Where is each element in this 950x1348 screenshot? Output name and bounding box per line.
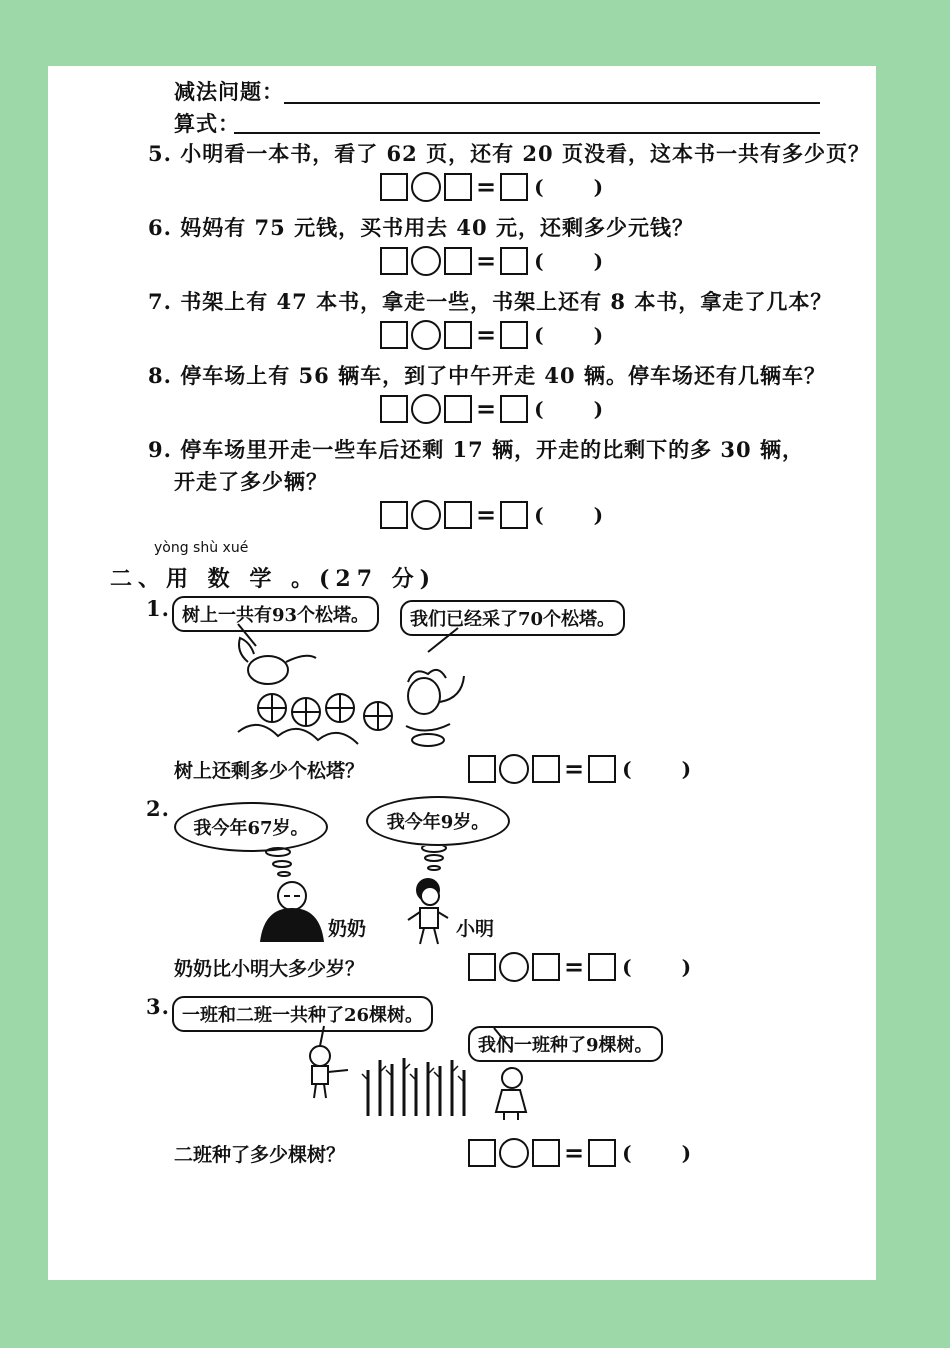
answer-box[interactable] [588, 1139, 616, 1167]
question-text: 停车场里开走一些车后还剩 17 辆，开走的比剩下的多 30 辆， [180, 437, 804, 462]
question-8 [148, 360, 826, 390]
operator-circle[interactable] [411, 394, 441, 424]
answer-box[interactable] [500, 247, 528, 275]
answer-box[interactable] [532, 953, 560, 981]
answer-box[interactable] [500, 321, 528, 349]
answer-box[interactable] [532, 755, 560, 783]
xiaoming-label: 小明 [456, 918, 495, 940]
thought-bubble: 我今年9岁。 [366, 796, 510, 846]
question-9-line2: 开走了多少辆？ [174, 469, 328, 494]
unit-paren[interactable]: ( ) [534, 175, 604, 199]
children-planting-trees-illustration [298, 1024, 548, 1124]
question-number: 5. [148, 141, 172, 166]
problem-3-question: 二班种了多少棵树？ [174, 1144, 346, 1166]
equals-sign: = [476, 500, 497, 529]
equals-sign: = [564, 754, 585, 783]
answer-box[interactable] [444, 173, 472, 201]
section-pinyin: yòng shù xué [154, 540, 249, 556]
speech-bubble: 一班和二班一共种了26棵树。 [172, 996, 433, 1032]
operator-circle[interactable] [499, 952, 529, 982]
answer-line[interactable] [234, 132, 820, 134]
equals-sign: = [476, 246, 497, 275]
unit-paren[interactable]: ( ) [534, 249, 604, 273]
answer-box[interactable] [500, 173, 528, 201]
formula-row [380, 170, 603, 204]
thought-bubble: 我今年67岁。 [174, 802, 328, 852]
question-5 [148, 138, 870, 168]
answer-line[interactable] [284, 102, 820, 104]
question-text: 妈妈有 75 元钱，买书用去 40 元，还剩多少元钱？ [180, 215, 694, 240]
answer-box[interactable] [500, 395, 528, 423]
question-number: 7. [148, 289, 172, 314]
question-number: 9. [148, 437, 172, 462]
unit-paren[interactable]: ( ) [534, 323, 604, 347]
answer-box[interactable] [468, 953, 496, 981]
worksheet-page [48, 66, 876, 1280]
section-title: 二、用 数 学 。(27 分) [110, 566, 437, 592]
question-text: 书架上有 47 本书，拿走一些，书架上还有 8 本书，拿走了几本？ [180, 289, 833, 314]
unit-paren[interactable]: ( ) [622, 955, 692, 979]
equals-sign: = [564, 1138, 585, 1167]
answer-box[interactable] [380, 321, 408, 349]
answer-box[interactable] [588, 953, 616, 981]
answer-box[interactable] [380, 395, 408, 423]
unit-paren[interactable]: ( ) [622, 757, 692, 781]
equals-sign: = [476, 394, 497, 423]
answer-box[interactable] [468, 755, 496, 783]
equals-sign: = [476, 320, 497, 349]
operator-circle[interactable] [411, 246, 441, 276]
operator-circle[interactable] [411, 172, 441, 202]
unit-paren[interactable]: ( ) [534, 503, 604, 527]
formula-row [468, 950, 691, 984]
formula-row [468, 752, 691, 786]
squirrels-illustration [228, 622, 468, 752]
answer-box[interactable] [380, 501, 408, 529]
speech-bubble: 我们已经采了70个松塔。 [400, 600, 625, 636]
problem-2-question: 奶奶比小明大多少岁？ [174, 958, 365, 980]
unit-paren[interactable]: ( ) [534, 397, 604, 421]
answer-box[interactable] [380, 247, 408, 275]
answer-box[interactable] [532, 1139, 560, 1167]
formula-row [380, 498, 603, 532]
question-number: 6. [148, 215, 172, 240]
equals-sign: = [564, 952, 585, 981]
question-number: 8. [148, 363, 172, 388]
formula-row [380, 318, 603, 352]
problem-3-number: 3. [146, 994, 170, 1019]
unit-paren[interactable]: ( ) [622, 1141, 692, 1165]
subtraction-problem-label: 减法问题： [174, 79, 284, 104]
formula-row [380, 392, 603, 426]
problem-2-number: 2. [146, 796, 170, 821]
answer-box[interactable] [444, 501, 472, 529]
speech-bubble: 树上一共有93个松塔。 [172, 596, 379, 632]
question-9 [148, 434, 804, 464]
question-text: 小明看一本书，看了 62 页，还有 20 页没看，这本书一共有多少页？ [180, 141, 870, 166]
answer-box[interactable] [380, 173, 408, 201]
equals-sign: = [476, 172, 497, 201]
grandma-label: 奶奶 [328, 918, 367, 940]
answer-box[interactable] [444, 321, 472, 349]
operator-circle[interactable] [411, 500, 441, 530]
operator-circle[interactable] [499, 1138, 529, 1168]
answer-box[interactable] [468, 1139, 496, 1167]
formula-row [468, 1136, 691, 1170]
question-text: 停车场上有 56 辆车，到了中午开走 40 辆。停车场还有几辆车？ [180, 363, 826, 388]
answer-box[interactable] [444, 395, 472, 423]
answer-box[interactable] [588, 755, 616, 783]
speech-bubble: 我们一班种了9棵树。 [468, 1026, 663, 1062]
question-7 [148, 286, 832, 316]
answer-box[interactable] [444, 247, 472, 275]
problem-1-number: 1. [146, 596, 170, 621]
answer-box[interactable] [500, 501, 528, 529]
formula-row [380, 244, 603, 278]
operator-circle[interactable] [499, 754, 529, 784]
problem-1-question: 树上还剩多少个松塔？ [174, 760, 365, 782]
operator-circle[interactable] [411, 320, 441, 350]
question-6 [148, 212, 694, 242]
formula-label: 算式： [174, 111, 240, 136]
